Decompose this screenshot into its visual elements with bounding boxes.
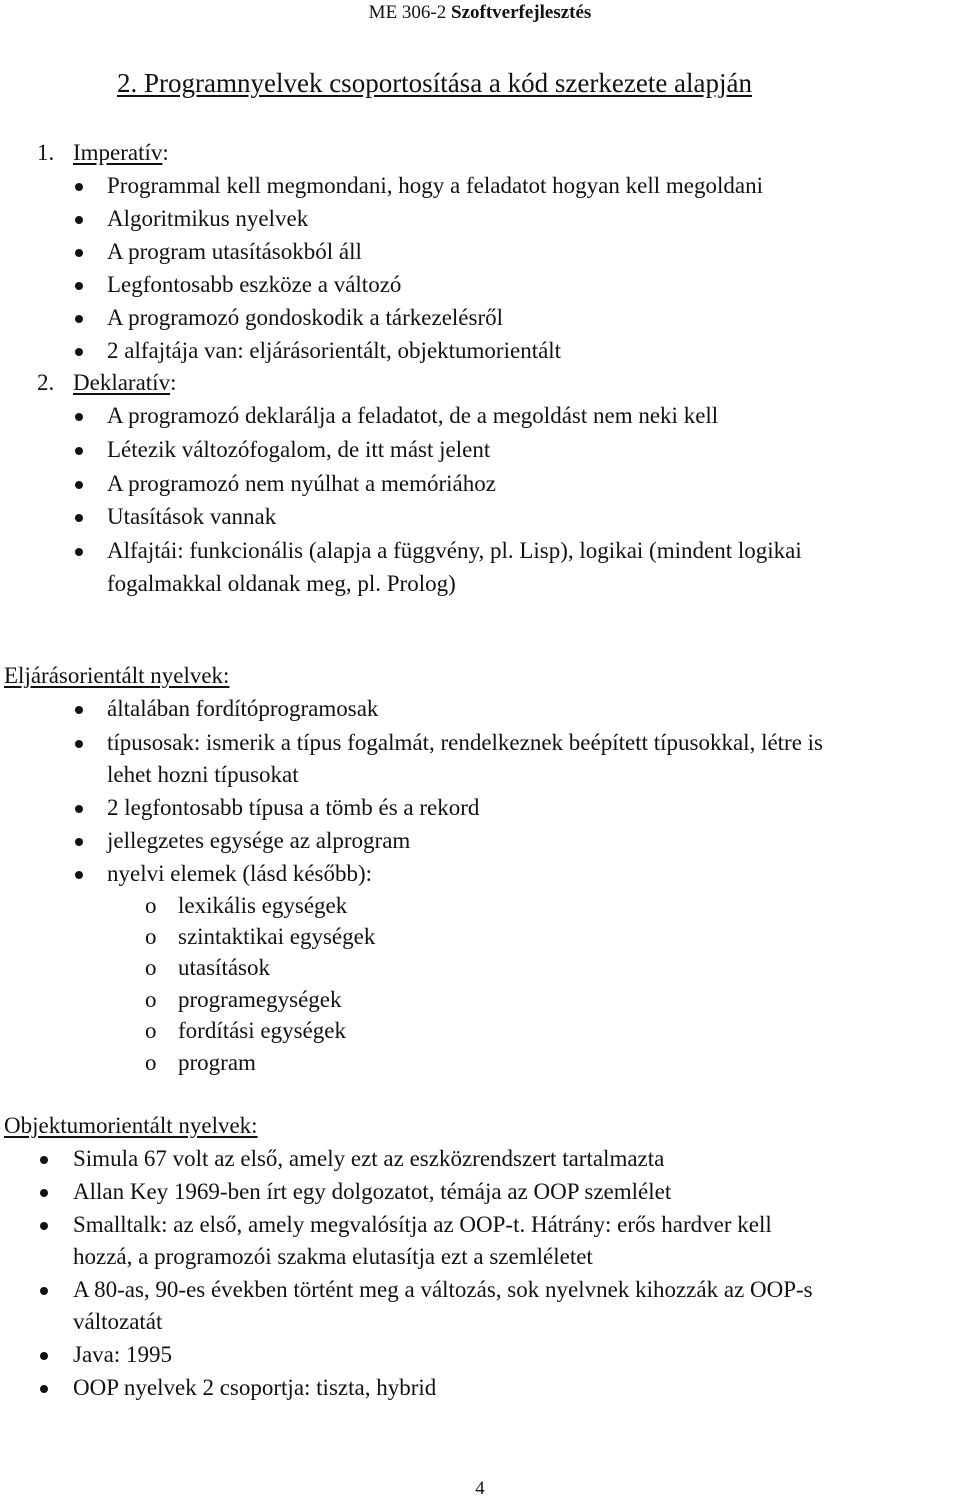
list-item: Simula 67 volt az első, amely ezt az eszközrendszert tartalmazta [73,1146,665,1171]
list-item: Smalltalk: az első, amely megvalósítja az OOP-t. Hátrány: erős hardver kell [73,1212,772,1237]
course-subject: Szoftverfejlesztés [451,2,592,23]
bullet-icon [40,1222,48,1230]
list-item-continuation: változatát [73,1309,163,1334]
bullet-icon [40,1287,48,1295]
bullet-icon [75,740,83,748]
bullet-icon [40,1189,48,1197]
list-item: Allan Key 1969-ben írt egy dolgozatot, témája az OOP szemlélet [73,1179,672,1204]
bullet-icon [75,481,83,489]
procedural-heading: Eljárásorientált nyelvek: [4,663,230,688]
group-1-suffix: : [162,140,169,165]
group-2-number: 2. [37,370,55,395]
bullet-icon [75,348,83,356]
group-2-suffix: : [170,370,177,395]
sub-list-item: program [178,1050,256,1075]
sub-list-item: utasítások [178,955,270,980]
list-item: A 80-as, 90-es években történt meg a változás, sok nyelvnek kihozzák az OOP-s [73,1277,813,1302]
bullet-icon [75,447,83,455]
sub-list-item: programegységek [178,987,342,1012]
group-2-label: Deklaratív [73,370,171,395]
bullet-icon [75,216,83,224]
list-item: Algoritmikus nyelvek [107,206,309,231]
sub-bullet-icon: o [145,955,157,980]
list-item: Alfajtái: funkcionális (alapja a függvény, pl. Lisp), logikai (mindent logikai [107,538,802,563]
list-item-continuation: lehet hozni típusokat [107,762,299,787]
sub-list-item: fordítási egységek [178,1018,346,1043]
list-item: általában fordítóprogramosak [107,696,379,721]
list-item: A programozó gondoskodik a tárkezelésről [107,305,503,330]
list-item: 2 alfajtája van: eljárásorientált, objektumorientált [107,338,562,363]
bullet-icon [75,805,83,813]
bullet-icon [75,282,83,290]
group-2-heading [73,367,176,399]
sub-list-item: szintaktikai egységek [178,924,376,949]
list-item: Legfontosabb eszköze a változó [107,272,402,297]
list-item: Utasítások vannak [107,504,277,529]
bullet-icon [75,514,83,522]
list-item: A programozó nem nyúlhat a memóriához [107,471,496,496]
bullet-icon [40,1156,48,1164]
oop-heading: Objektumorientált nyelvek: [4,1113,258,1138]
sub-bullet-icon: o [145,924,157,949]
page-header [0,2,960,24]
bullet-icon [75,871,83,879]
bullet-icon [40,1352,48,1360]
list-item: nyelvi elemek (lásd később): [107,861,373,886]
sub-bullet-icon: o [145,1050,157,1075]
sub-bullet-icon: o [145,893,157,918]
bullet-icon [75,838,83,846]
bullet-icon [75,548,83,556]
bullet-icon [75,249,83,257]
sub-bullet-icon: o [145,987,157,1012]
group-1-label: Imperatív [73,140,163,165]
bullet-icon [75,183,83,191]
sub-bullet-icon: o [145,1018,157,1043]
list-item-continuation: fogalmakkal oldanak meg, pl. Prolog) [107,571,456,596]
list-item: 2 legfontosabb típusa a tömb és a rekord [107,795,480,820]
group-1-number: 1. [37,140,55,165]
sub-list-item: lexikális egységek [178,893,348,918]
list-item: Programmal kell megmondani, hogy a feladatot hogyan kell megoldani [107,173,763,198]
page-number: 4 [475,1478,485,1499]
list-item: A programozó deklarálja a feladatot, de a megoldást nem neki kell [107,403,719,428]
list-item-continuation: hozzá, a programozói szakma elutasítja ezt a szemléletet [73,1244,593,1269]
bullet-icon [40,1385,48,1393]
course-code: ME 306-2 [368,2,447,23]
list-item: OOP nyelvek 2 csoportja: tiszta, hybrid [73,1375,437,1400]
bullet-icon [75,706,83,714]
section-title: 2. Programnyelvek csoportosítása a kód szerkezete alapján [117,68,753,98]
bullet-icon [75,413,83,421]
list-item: Java: 1995 [73,1342,173,1367]
group-1-heading [73,137,169,169]
list-item: Létezik változófogalom, de itt mást jelent [107,437,491,462]
list-item: jellegzetes egysége az alprogram [107,828,411,853]
list-item: A program utasításokból áll [107,239,362,264]
bullet-icon [75,315,83,323]
list-item: típusosak: ismerik a típus fogalmát, rendelkeznek beépített típusokkal, létre is [107,730,824,755]
